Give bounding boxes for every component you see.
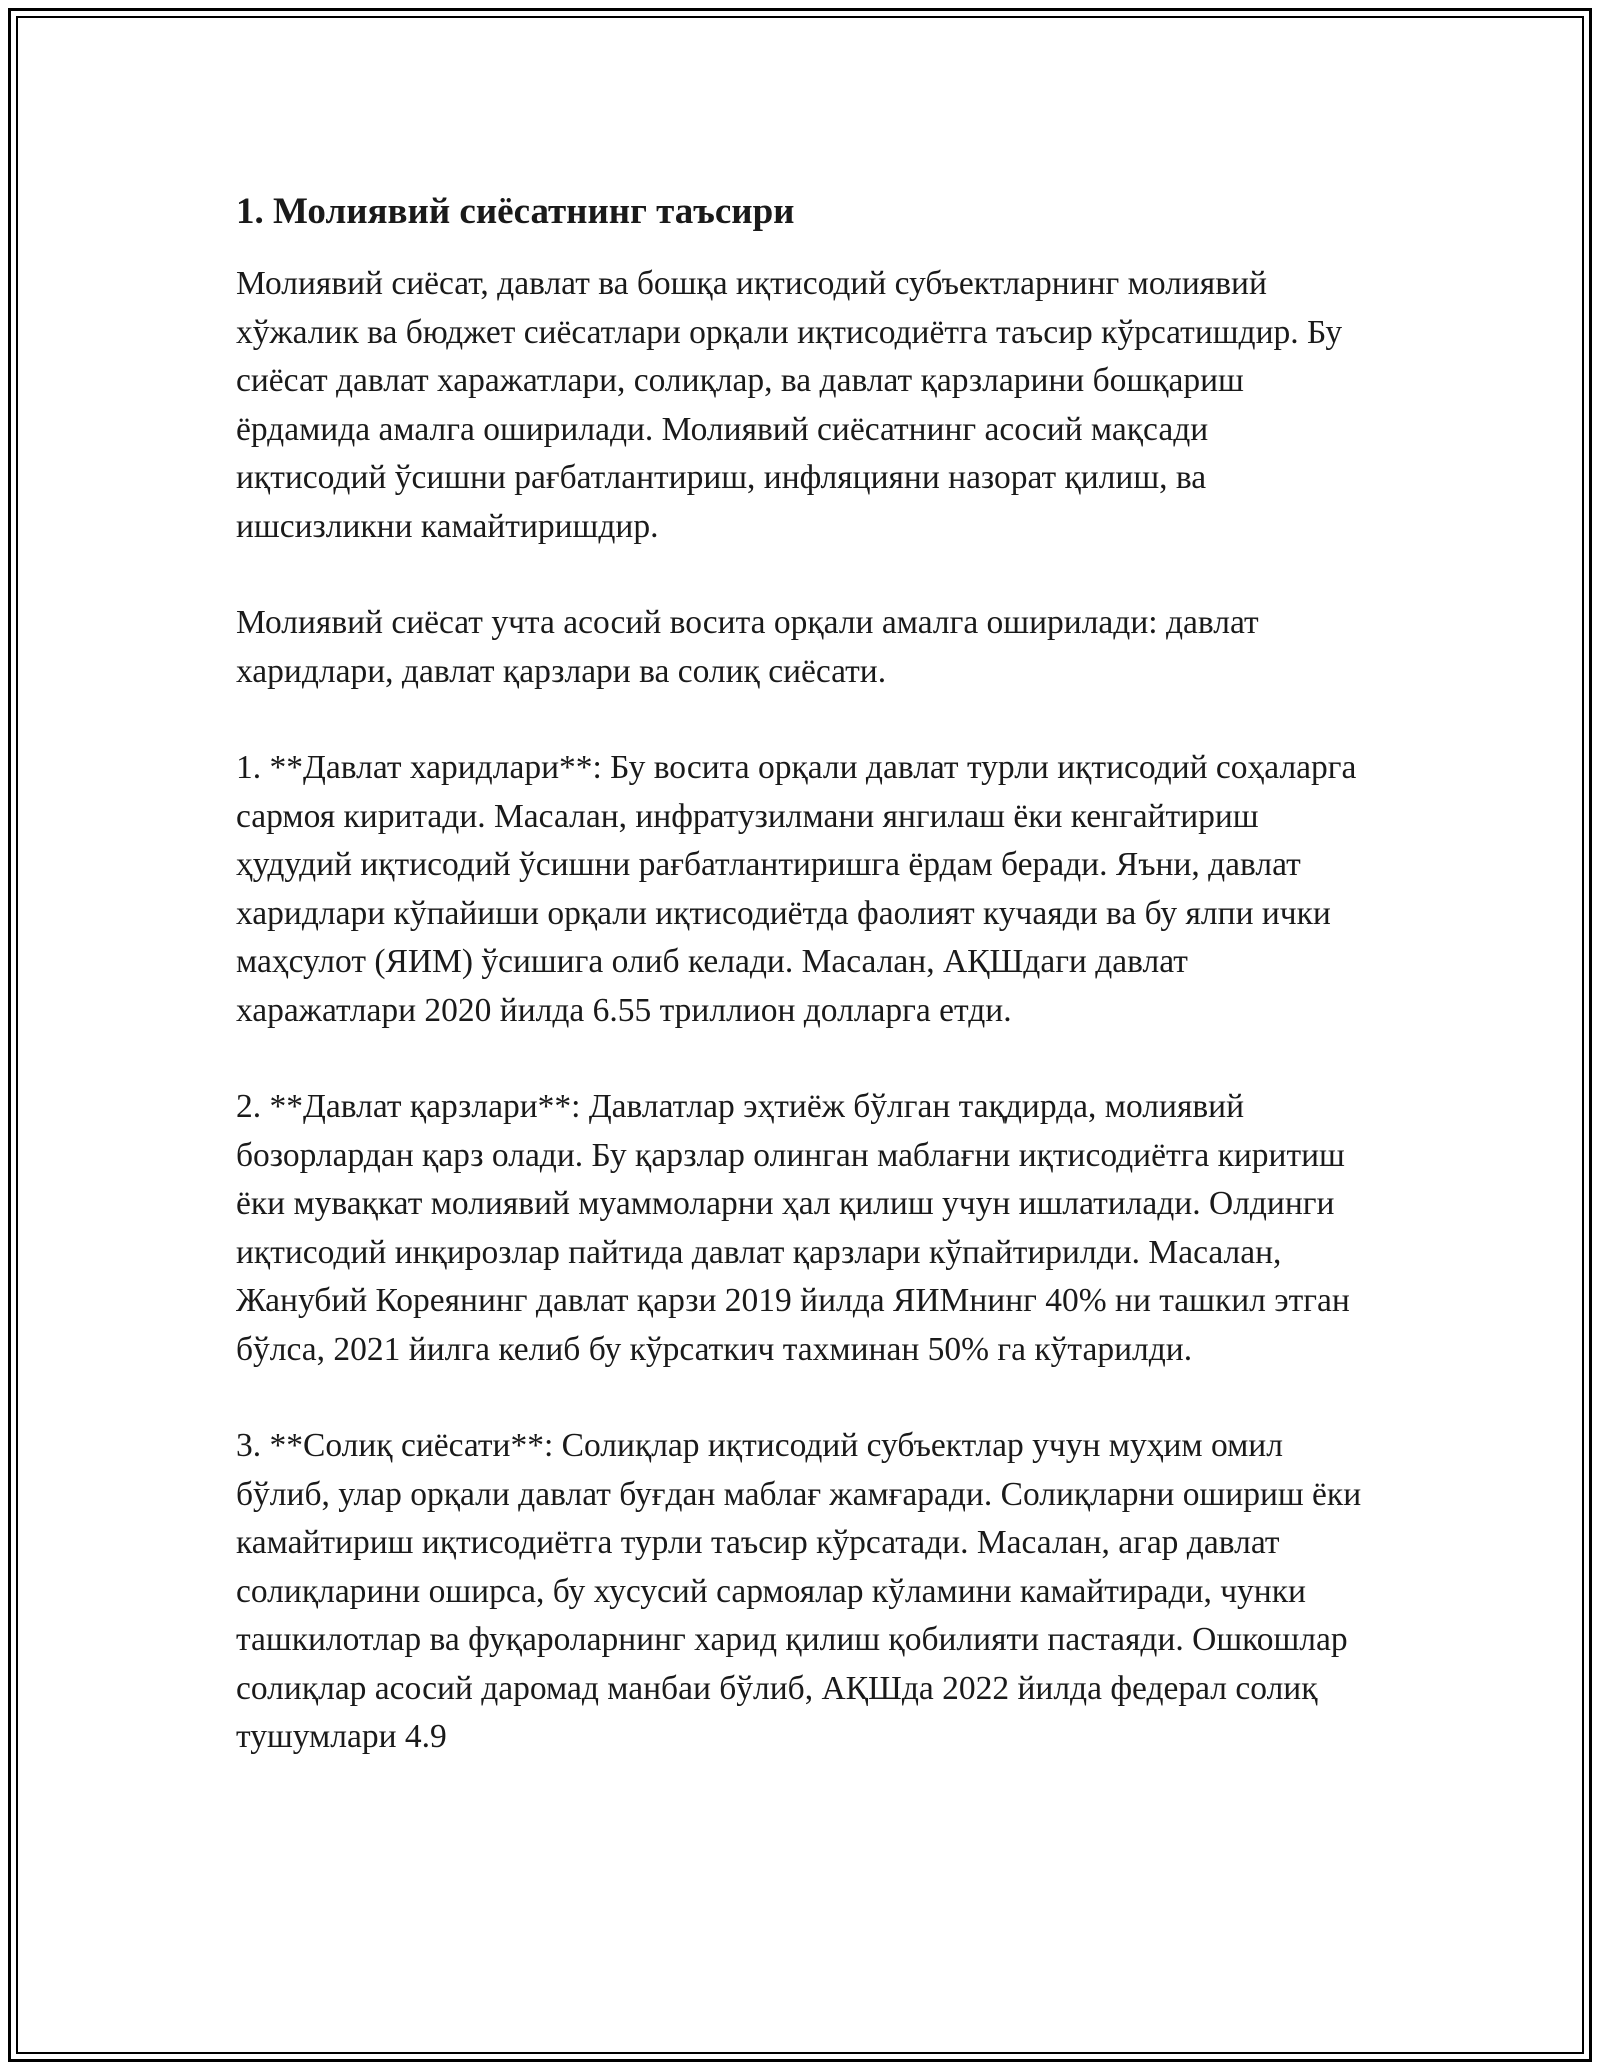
paragraph-government-purchases: 1. **Давлат харидлари**: Бу восита орқали давлат турли иқтисодий соҳаларга сармоя киритади. Масалан, инфратузилмани янгилаш ёки кенгайтириш ҳудудий иқтисодий ўсишни рағбатлантиришга ёрдам беради. Яъни, давлат харидлари кўпайиши орқали иқтисодиётда фаолият кучаяди ва бу ялпи ички маҳсулот (ЯИМ) ўсишига олиб келади. Масалан, АҚШдаги давлат харажатлари 2020 йилда 6.55 триллион долларга етди.: [236, 749, 1357, 1029]
paragraph-tools: Молиявий сиёсат учта асосий восита орқали амалга оширилади: давлат харидлари, давлат қарзлари ва солиқ сиёсати.: [236, 604, 1259, 690]
paragraph-tax-policy: 3. **Солиқ сиёсати**: Солиқлар иқтисодий субъектлар учун муҳим омил бўлиб, улар орқали давлат буғдан маблағ жамғаради. Солиқларни ошириш ёки камайтириш иқтисодиётга турли таъсир кўрсатади. Масалан, агар давлат солиқларини оширса, бу хусусий сармоялар кўламини камайтиради, чунки ташкилотлар ва фуқароларнинг харид қилиш қобилияти пастаяди. Ошкошлар солиқлар асосий даромад манбаи бўлиб, АҚШда 2022 йилда федерал солиқ тушумлари 4.9: [236, 1427, 1362, 1755]
document-body: [236, 186, 1366, 1810]
paragraph-intro: Молиявий сиёсат, давлат ва бошқа иқтисодий субъектларнинг молиявий хўжалик ва бюджет сиёсатлари орқали иқтисодиётга таъсир кўрсатишдир. Бу сиёсат давлат харажатлари, солиқлар, ва давлат қарзларини бошқариш ёрдамида амалга оширилади. Молиявий сиёсатнинг асосий мақсади иқтисодий ўсишни рағбатлантириш, инфляцияни назорат қилиш, ва ишсизликни камайтиришдир.: [236, 265, 1343, 545]
section-heading: 1. Молиявий сиёсатнинг таъсири: [236, 191, 795, 232]
paragraph-government-debt: 2. **Давлат қарзлари**: Давлатлар эҳтиёж бўлган тақдирда, молиявий бозорлардан қарз олади. Бу қарзлар олинган маблағни иқтисодиётга киритиш ёки мувақкат молиявий муаммоларни ҳал қилиш учун ишлатилади. Олдинги иқтисодий инқирозлар пайтида давлат қарзлари кўпайтирилди. Масалан, Жанубий Кореянинг давлат қарзи 2019 йилда ЯИМнинг 40% ни ташкил этган бўлса, 2021 йилга келиб бу кўрсаткич тахминан 50% га кўтарилди.: [236, 1088, 1350, 1368]
